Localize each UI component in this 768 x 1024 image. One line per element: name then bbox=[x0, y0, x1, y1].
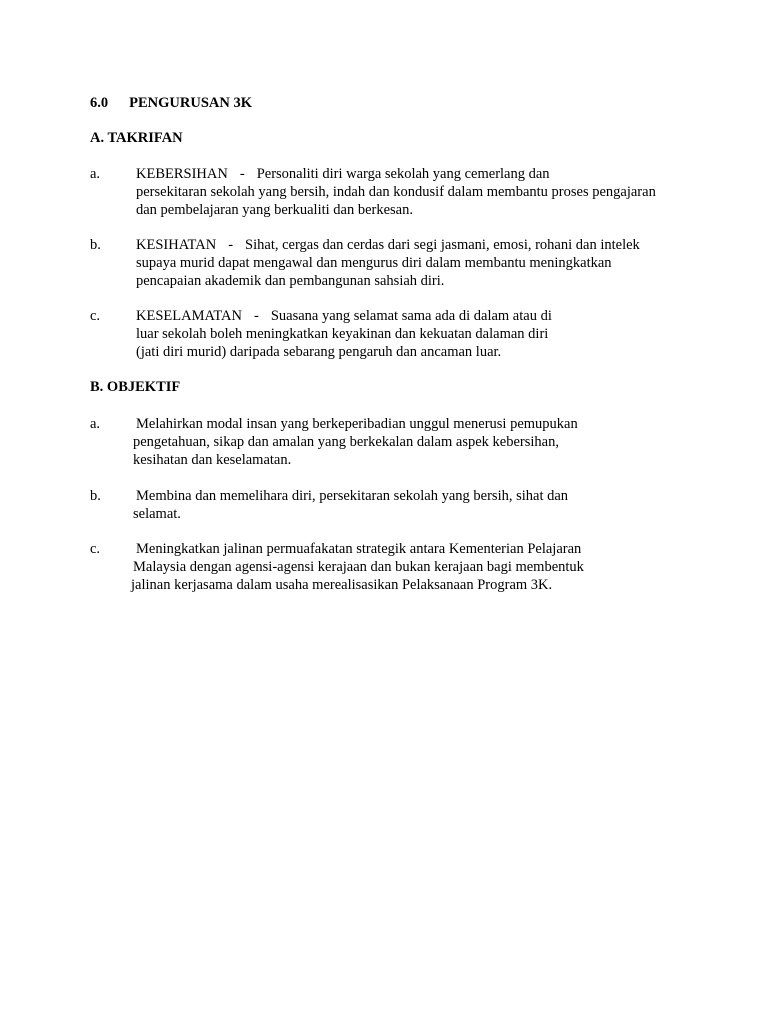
section-number: 6.0 bbox=[90, 95, 109, 111]
objektif-item-c-line-3: jalinan kerjasama dalam usaha merealisasikan Pelaksanaan Program 3K. bbox=[131, 577, 553, 593]
objektif-item-a-line-3: kesihatan dan keselamatan. bbox=[133, 452, 292, 468]
takrifan-item-b-marker: b. bbox=[90, 237, 101, 253]
objektif-item-a-line-2: pengetahuan, sikap dan amalan yang berkekalan dalam aspek kebersihan, bbox=[133, 434, 559, 450]
takrifan-item-c-text-1: Suasana yang selamat sama ada di dalam atau di bbox=[270, 308, 552, 324]
takrifan-item-a-line-1 bbox=[136, 165, 550, 183]
takrifan-item-a-term: KEBERSIHAN bbox=[136, 166, 228, 182]
takrifan-item-c-marker: c. bbox=[90, 308, 101, 324]
section-title: PENGURUSAN 3K bbox=[129, 95, 252, 111]
takrifan-item-a-marker: a. bbox=[90, 166, 101, 182]
takrifan-item-c-line-2: luar sekolah boleh meningkatkan keyakinan dan kekuatan dalaman diri bbox=[136, 326, 549, 342]
objektif-item-c-marker: c. bbox=[90, 541, 101, 557]
objektif-item-b-marker: b. bbox=[90, 488, 101, 504]
takrifan-item-a-text-1: Personaliti diri warga sekolah yang cemerlang dan bbox=[256, 166, 550, 182]
objektif-item-b-line-2: selamat. bbox=[133, 506, 181, 522]
takrifan-heading: A. TAKRIFAN bbox=[90, 130, 183, 146]
takrifan-item-b-line-2: supaya murid dapat mengawal dan mengurus diri dalam membantu meningkatkan bbox=[136, 255, 612, 271]
takrifan-item-a-dash: - bbox=[239, 166, 245, 182]
section-heading bbox=[90, 94, 252, 112]
objektif-item-b-line-1: Membina dan memelihara diri, persekitaran sekolah yang bersih, sihat dan bbox=[136, 488, 569, 504]
takrifan-item-b-dash: - bbox=[228, 237, 234, 253]
objektif-heading: B. OBJEKTIF bbox=[90, 379, 181, 395]
takrifan-item-c-term: KESELAMATAN bbox=[136, 308, 242, 324]
takrifan-item-c-line-1 bbox=[136, 307, 552, 325]
takrifan-item-b-line-1 bbox=[136, 236, 640, 254]
takrifan-item-b-text-1: Sihat, cergas dan cerdas dari segi jasmani, emosi, rohani dan intelek bbox=[245, 237, 640, 253]
takrifan-item-b-line-3: pencapaian akademik dan pembangunan sahsiah diri. bbox=[136, 273, 445, 289]
takrifan-item-a-line-2: persekitaran sekolah yang bersih, indah dan kondusif dalam membantu proses pengajaran bbox=[136, 184, 656, 200]
objektif-item-a-line-1: Melahirkan modal insan yang berkeperibadian unggul menerusi pemupukan bbox=[136, 416, 578, 432]
takrifan-item-c-line-3: (jati diri murid) daripada sebarang pengaruh dan ancaman luar. bbox=[136, 344, 502, 360]
takrifan-item-b-term: KESIHATAN bbox=[136, 237, 217, 253]
takrifan-item-a-line-3: dan pembelajaran yang berkualiti dan berkesan. bbox=[136, 202, 413, 218]
objektif-item-a-marker: a. bbox=[90, 416, 101, 432]
objektif-item-c-line-2: Malaysia dengan agensi-agensi kerajaan dan bukan kerajaan bagi membentuk bbox=[133, 559, 584, 575]
objektif-item-c-line-1: Meningkatkan jalinan permuafakatan strategik antara Kementerian Pelajaran bbox=[136, 541, 582, 557]
takrifan-item-c-dash: - bbox=[253, 308, 259, 324]
